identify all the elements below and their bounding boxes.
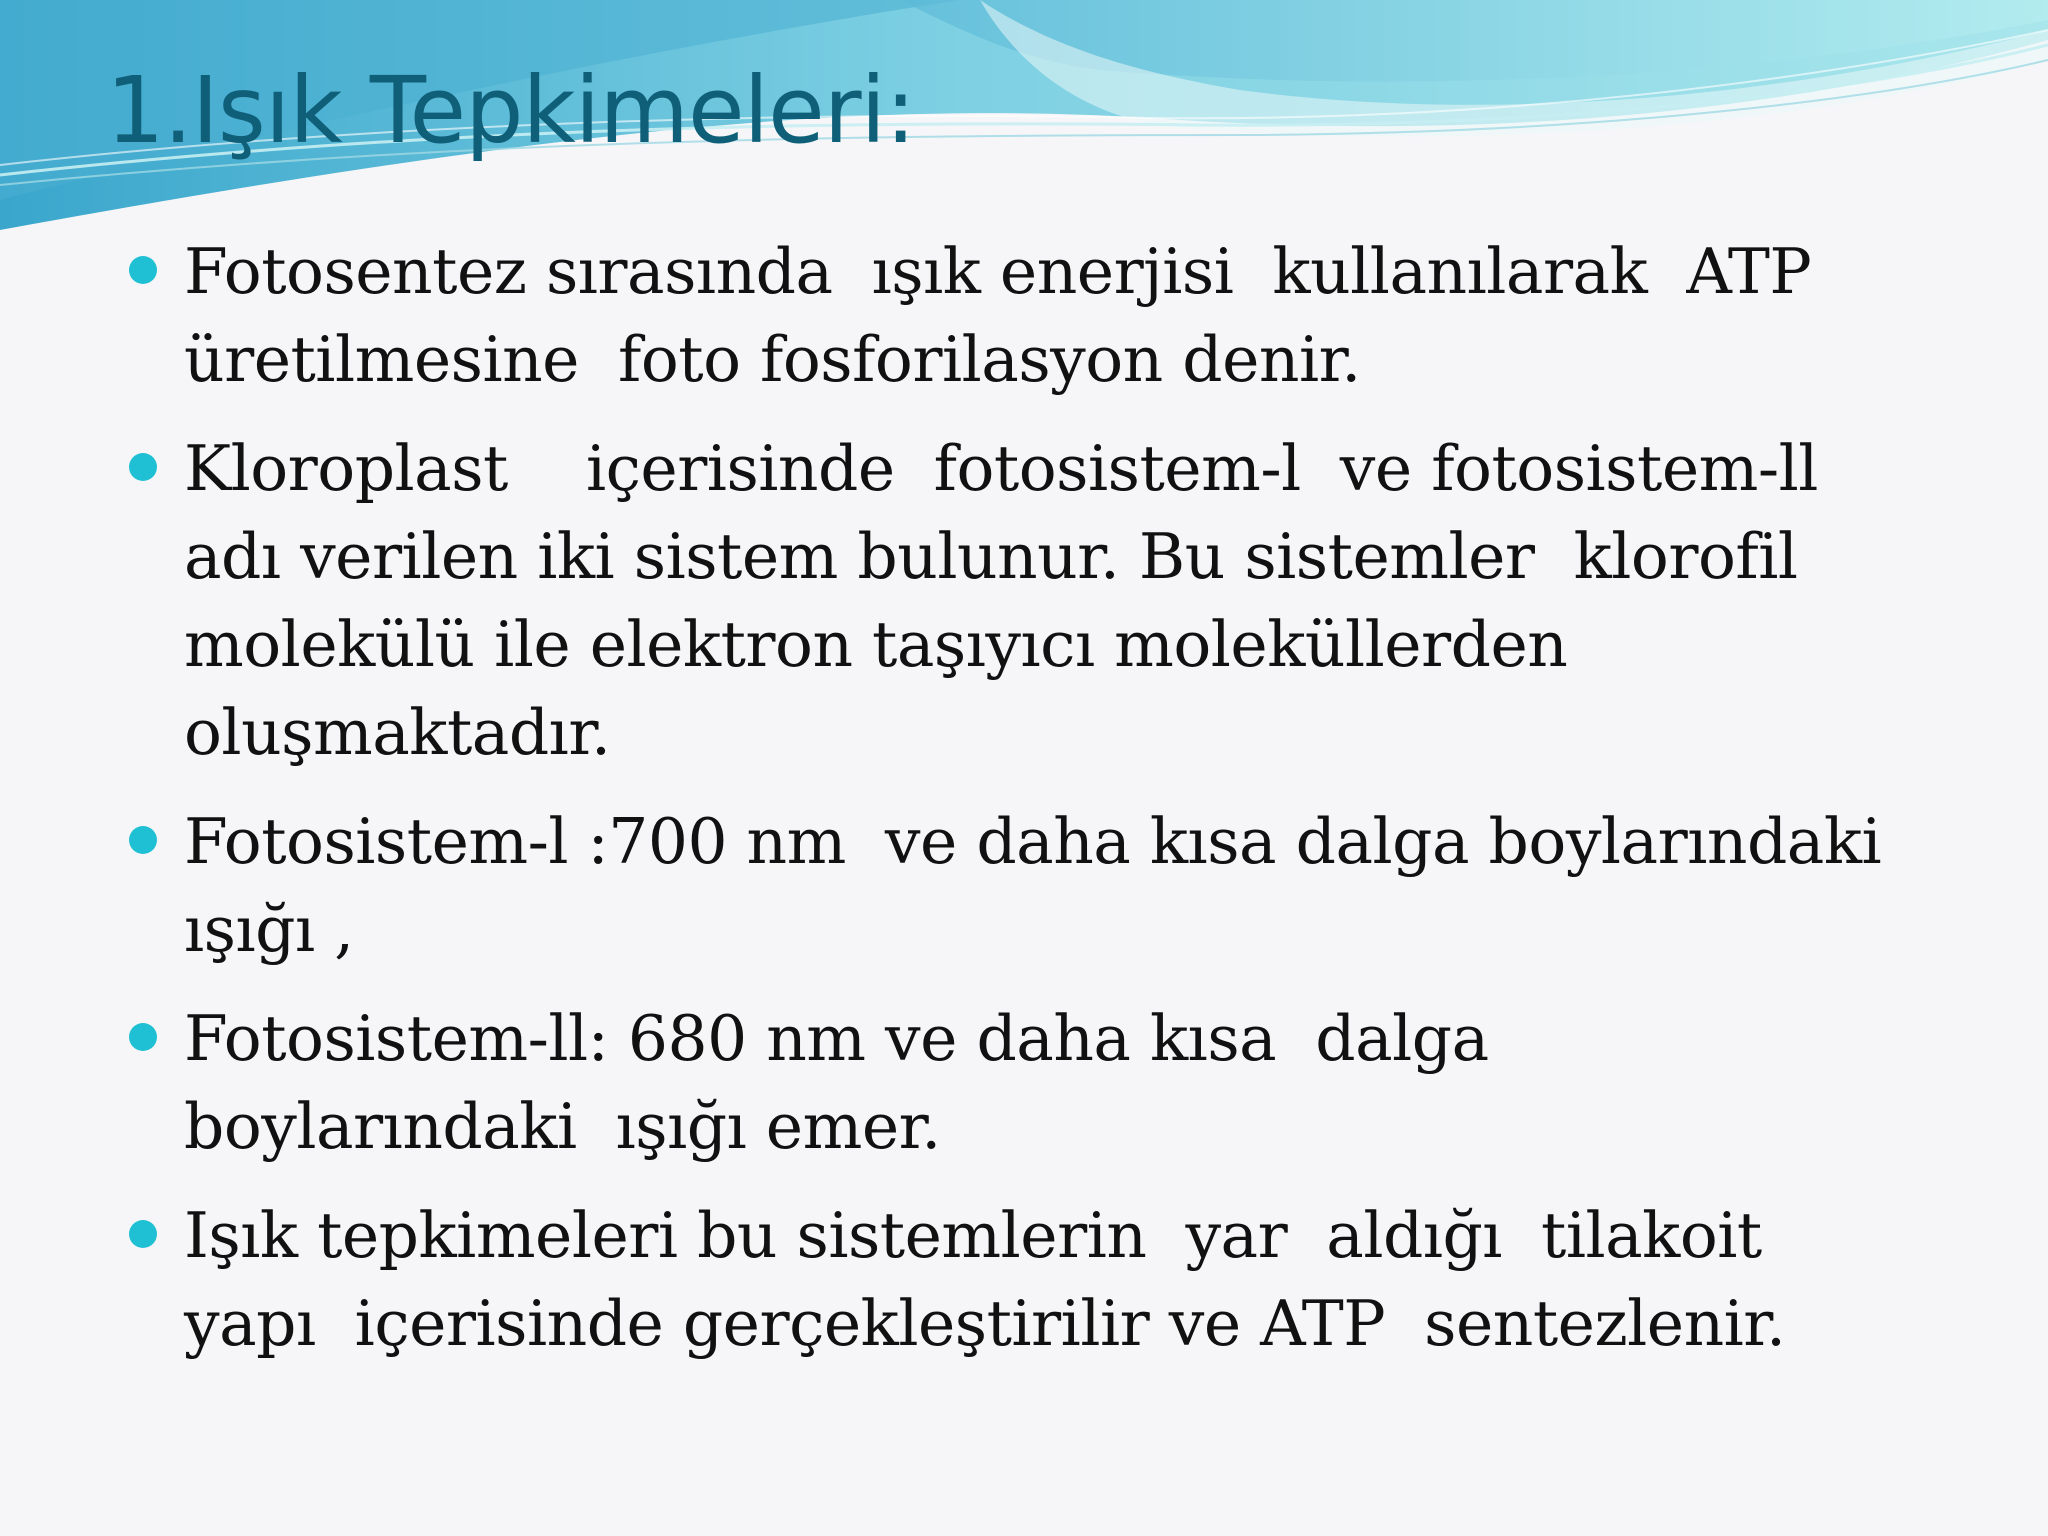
slide-title: 1.Işık Tepkimeleri: bbox=[106, 57, 916, 164]
bullet-text-line: molekülü ile elektron taşıyıcı moleküllerden bbox=[184, 608, 1568, 681]
bullet-text-line: yapı içerisinde gerçekleştirilir ve ATP sentezlenir. bbox=[184, 1287, 1786, 1360]
bullet-item-4 bbox=[0, 995, 2048, 1171]
bullet-text-line: boylarındaki ışığı emer. bbox=[184, 1090, 941, 1163]
bullet-dot-icon bbox=[129, 453, 157, 481]
bullet-item-1 bbox=[0, 228, 2048, 404]
bullet-item-2 bbox=[0, 425, 2048, 777]
bullet-text-line: Fotosentez sırasında ışık enerjisi kullanılarak ATP bbox=[184, 235, 1812, 308]
bullet-text-line: adı verilen iki sistem bulunur. Bu sistemler klorofil bbox=[184, 520, 1798, 593]
bullet-text-line: Kloroplast içerisinde fotosistem-l ve fotosistem-ll bbox=[184, 432, 1818, 505]
bullet-dot-icon bbox=[129, 256, 157, 284]
bullet-dot-icon bbox=[129, 826, 157, 854]
bullet-text-line: oluşmaktadır. bbox=[184, 696, 611, 769]
bullet-list bbox=[0, 228, 2048, 1389]
bullet-text-line: Işık tepkimeleri bu sistemlerin yar aldığı tilakoit bbox=[184, 1199, 1762, 1272]
bullet-text-line: ışığı , bbox=[184, 893, 354, 966]
bullet-text-line: Fotosistem-ll: 680 nm ve daha kısa dalga bbox=[184, 1002, 1489, 1075]
bullet-dot-icon bbox=[129, 1220, 157, 1248]
bullet-item-5 bbox=[0, 1192, 2048, 1368]
bullet-item-3 bbox=[0, 798, 2048, 974]
bullet-text-line: üretilmesine foto fosforilasyon denir. bbox=[184, 323, 1361, 396]
bullet-dot-icon bbox=[129, 1023, 157, 1051]
bullet-text-line: Fotosistem-l :700 nm ve daha kısa dalga boylarındaki bbox=[184, 805, 1882, 878]
